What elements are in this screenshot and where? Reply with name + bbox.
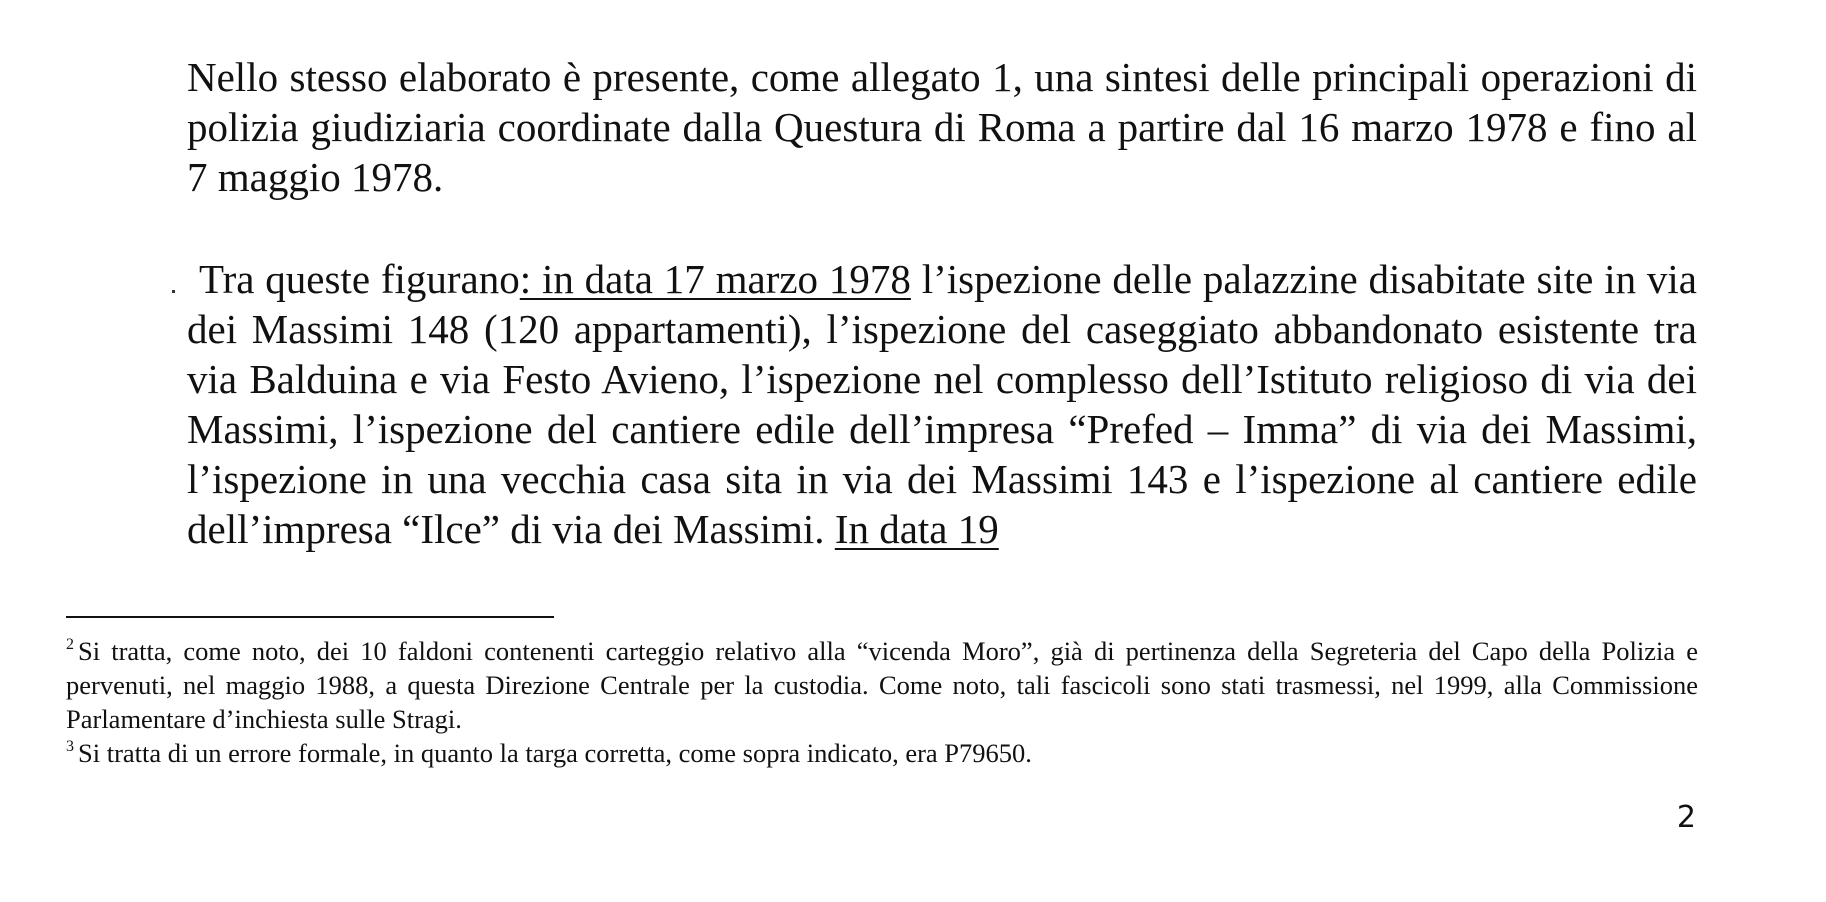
footnote-3: [66, 736, 1698, 770]
date-17-marzo-underlined: : in data 17 marzo 1978: [519, 256, 911, 302]
footnote-2: [66, 634, 1698, 736]
stray-ink-mark: [172, 290, 175, 293]
footnote-2-text: Si tratta, come noto, dei 10 faldoni contenenti carteggio relativo alla “vicenda Moro”, già di pertinenza della Segreteria del Capo della Polizia e pervenuti, nel maggio 1988, a questa Direzione Centrale per la custodia. Come noto, tali fascicoli sono stati trasmessi, nel 1999, alla Commissione Parlamentare d’inchiesta sulle Stragi.: [66, 636, 1698, 734]
footnote-3-text: Si tratta di un errore formale, in quanto la targa corretta, come sopra indicato, era P79650.: [78, 738, 1032, 768]
footnote-separator: [66, 616, 554, 618]
paragraph-2-lead: Tra queste figurano: [199, 256, 520, 302]
paragraph-2-body: l’ispezione delle palazzine disabitate site in via dei Massimi 148 (120 appartamenti), l’ispezione del caseggiato abbandonato esistente tra via Balduina e via Festo Avieno, l’ispezione nel complesso dell’Istituto religioso di via dei Massimi, l’ispezione del cantiere edile dell’impresa “Prefed – Imma” di via dei Massimi, l’ispezione in una vecchia casa sita in via dei Massimi 143 e l’ispezione al cantiere edile dell’impresa “Ilce” di via dei Massimi.: [187, 256, 1698, 552]
body-paragraph-1: Nello stesso elaborato è presente, come allegato 1, una sintesi delle principali operazioni di polizia giudiziaria coordinate dalla Questura di Roma a partire dal 16 marzo 1978 e fino al 7 maggio 1978.: [187, 54, 1697, 200]
date-19-underlined: In data 19: [834, 506, 999, 552]
footnote-3-marker: 3: [66, 738, 74, 755]
page-number: 2: [1676, 800, 1696, 835]
footnotes: [66, 634, 1698, 770]
body-paragraph-2: [187, 254, 1697, 554]
footnote-2-marker: 2: [66, 636, 74, 653]
